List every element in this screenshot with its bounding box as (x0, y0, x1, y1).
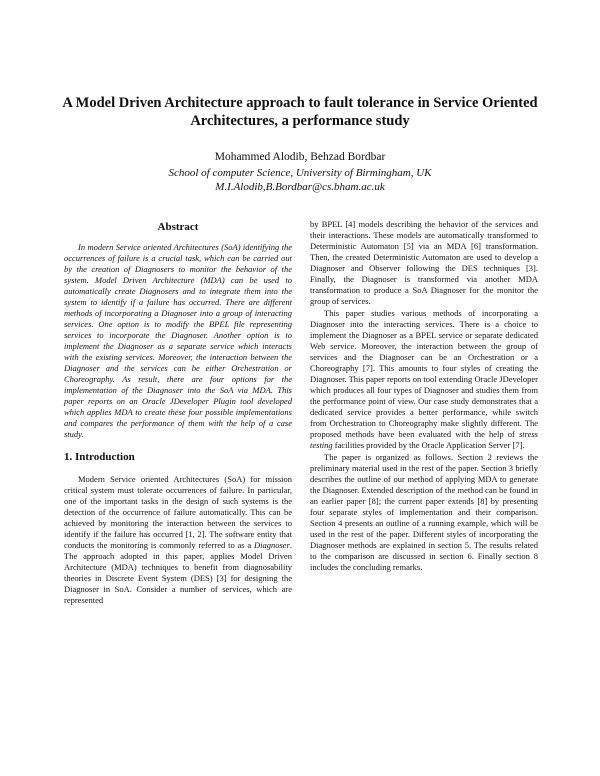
right-column (310, 219, 538, 573)
intro-p2-part-a: This paper studies various methods of incorporating a Diagnoser into the interacting services. There is a choice to implement the Diagnoser as a BPEL service or separate dedicated Web service. Moreover, the interaction between the group of services and the Diagnoser can be an Orchestration or a Choreography [7]. This amounts to four styles of creating the Diagnoser. This paper reports on tool extending Oracle JDeveloper which produces all four types of Diagnoser and studies them from the performance point of view. Our case study demonstrates that a dedicated service provides a better performance, while switch from Orchestration to Choreography make slightly different. The proposed methods have been evaluated with the help of (310, 308, 538, 439)
intro-p1-emphasis: Diagnoser (253, 540, 290, 550)
intro-paragraph-1 (64, 474, 292, 606)
intro-paragraph-1-continued: by BPEL [4] models describing the behavior of the services and their interactions. These models are automatically transformed to Deterministic Automaton [5] via an MDA [6] transformation. Then, the created Deterministic Automaton are used to develop a Diagnoser and Observer following the DES techniques [3]. Finally, the Diagnoser is transformed via another MDA transformation to produce a SoA Diagnoser for the monitor the group of services. (310, 219, 538, 306)
abstract-heading: Abstract (157, 221, 199, 233)
paper-title: A Model Driven Architecture approach to fault tolerance in Service Oriented Architectures, a performance study (62, 95, 538, 129)
author-affiliation: School of computer Science, University of Birmingham, UK (168, 167, 432, 179)
intro-heading: 1. Introduction (64, 451, 135, 463)
intro-p2-part-b: facilities provided by the Oracle Application Server [7]. (332, 440, 525, 450)
intro-paragraph-3: The paper is organized as follows. Section 2 reviews the preliminary material used in the rest of the paper. Section 3 briefly describes the outline of our method of applying MDA to generate the Diagnoser. Extended description of the method can be found in an earlier paper [8]; the current paper extends [8] by presenting four separate styles of implementation and their comparison. Section 4 presents an outline of a running example, which will be used in the rest of the paper. Different styles of incorporating the Diagnoser methods are explained in section 5. The results related to the comparison are discussed in section 6. Finally section 8 includes the concluding remarks. (310, 452, 538, 572)
author-email: M.I.Alodib,B.Bordbar@cs.bham.ac.uk (215, 181, 385, 193)
abstract-text: In modern Service oriented Architectures (SoA) identifying the occurrences of failure is a crucial task, which can be carried out by the creation of Diagnosers to monitor the behavior of the system. Model Driven Architecture (MDA) can be used to automatically create Diagnosers and to integrate them into the system to identify if a failure has occurred. There are different methods of incorporating a Diagnoser into a group of interacting services. One option is to modify the BPEL file representing services to incorporate the Diagnoser. Another option is to implement the Diagnoser as a separate service which interacts with the existing services. Moreover, the interaction between the Diagnoser and the services can be either Orchestration or Choreography. As result, there are four options for the implementation of the Diagnoser into the SoA via MDA. This paper reports on an Oracle JDeveloper Plugin tool developed which applies MDA to create these four possible implementations and compares the performance of them with the help of a case study. (64, 242, 292, 439)
intro-p1-part-b: . The approach adopted in this paper, applies Model Driven Architecture (MDA) techniques to benefit from diagnosability theories in Discrete Event System (DES) [3] for designing the Diagnoser in SoA. Consider a number of services, which are represented (64, 540, 292, 605)
intro-p1-part-a: Modern Service oriented Architectures (SoA) for mission critical system must tolerate occurrences of failure. In particular, one of the important tasks in the design of such systems is the detection of the occurrence of failure automatically. This can be achieved by monitoring the interaction between the services to identify if the failure has occurred [1, 2]. The software entity that conducts the monitoring is commonly referred to as a (64, 474, 292, 550)
intro-paragraph-2 (310, 308, 538, 451)
author-names: Mohammed Alodib, Behzad Bordbar (214, 151, 386, 163)
left-column (64, 220, 292, 606)
intro-p2-emphasis: stress testing (310, 429, 538, 450)
